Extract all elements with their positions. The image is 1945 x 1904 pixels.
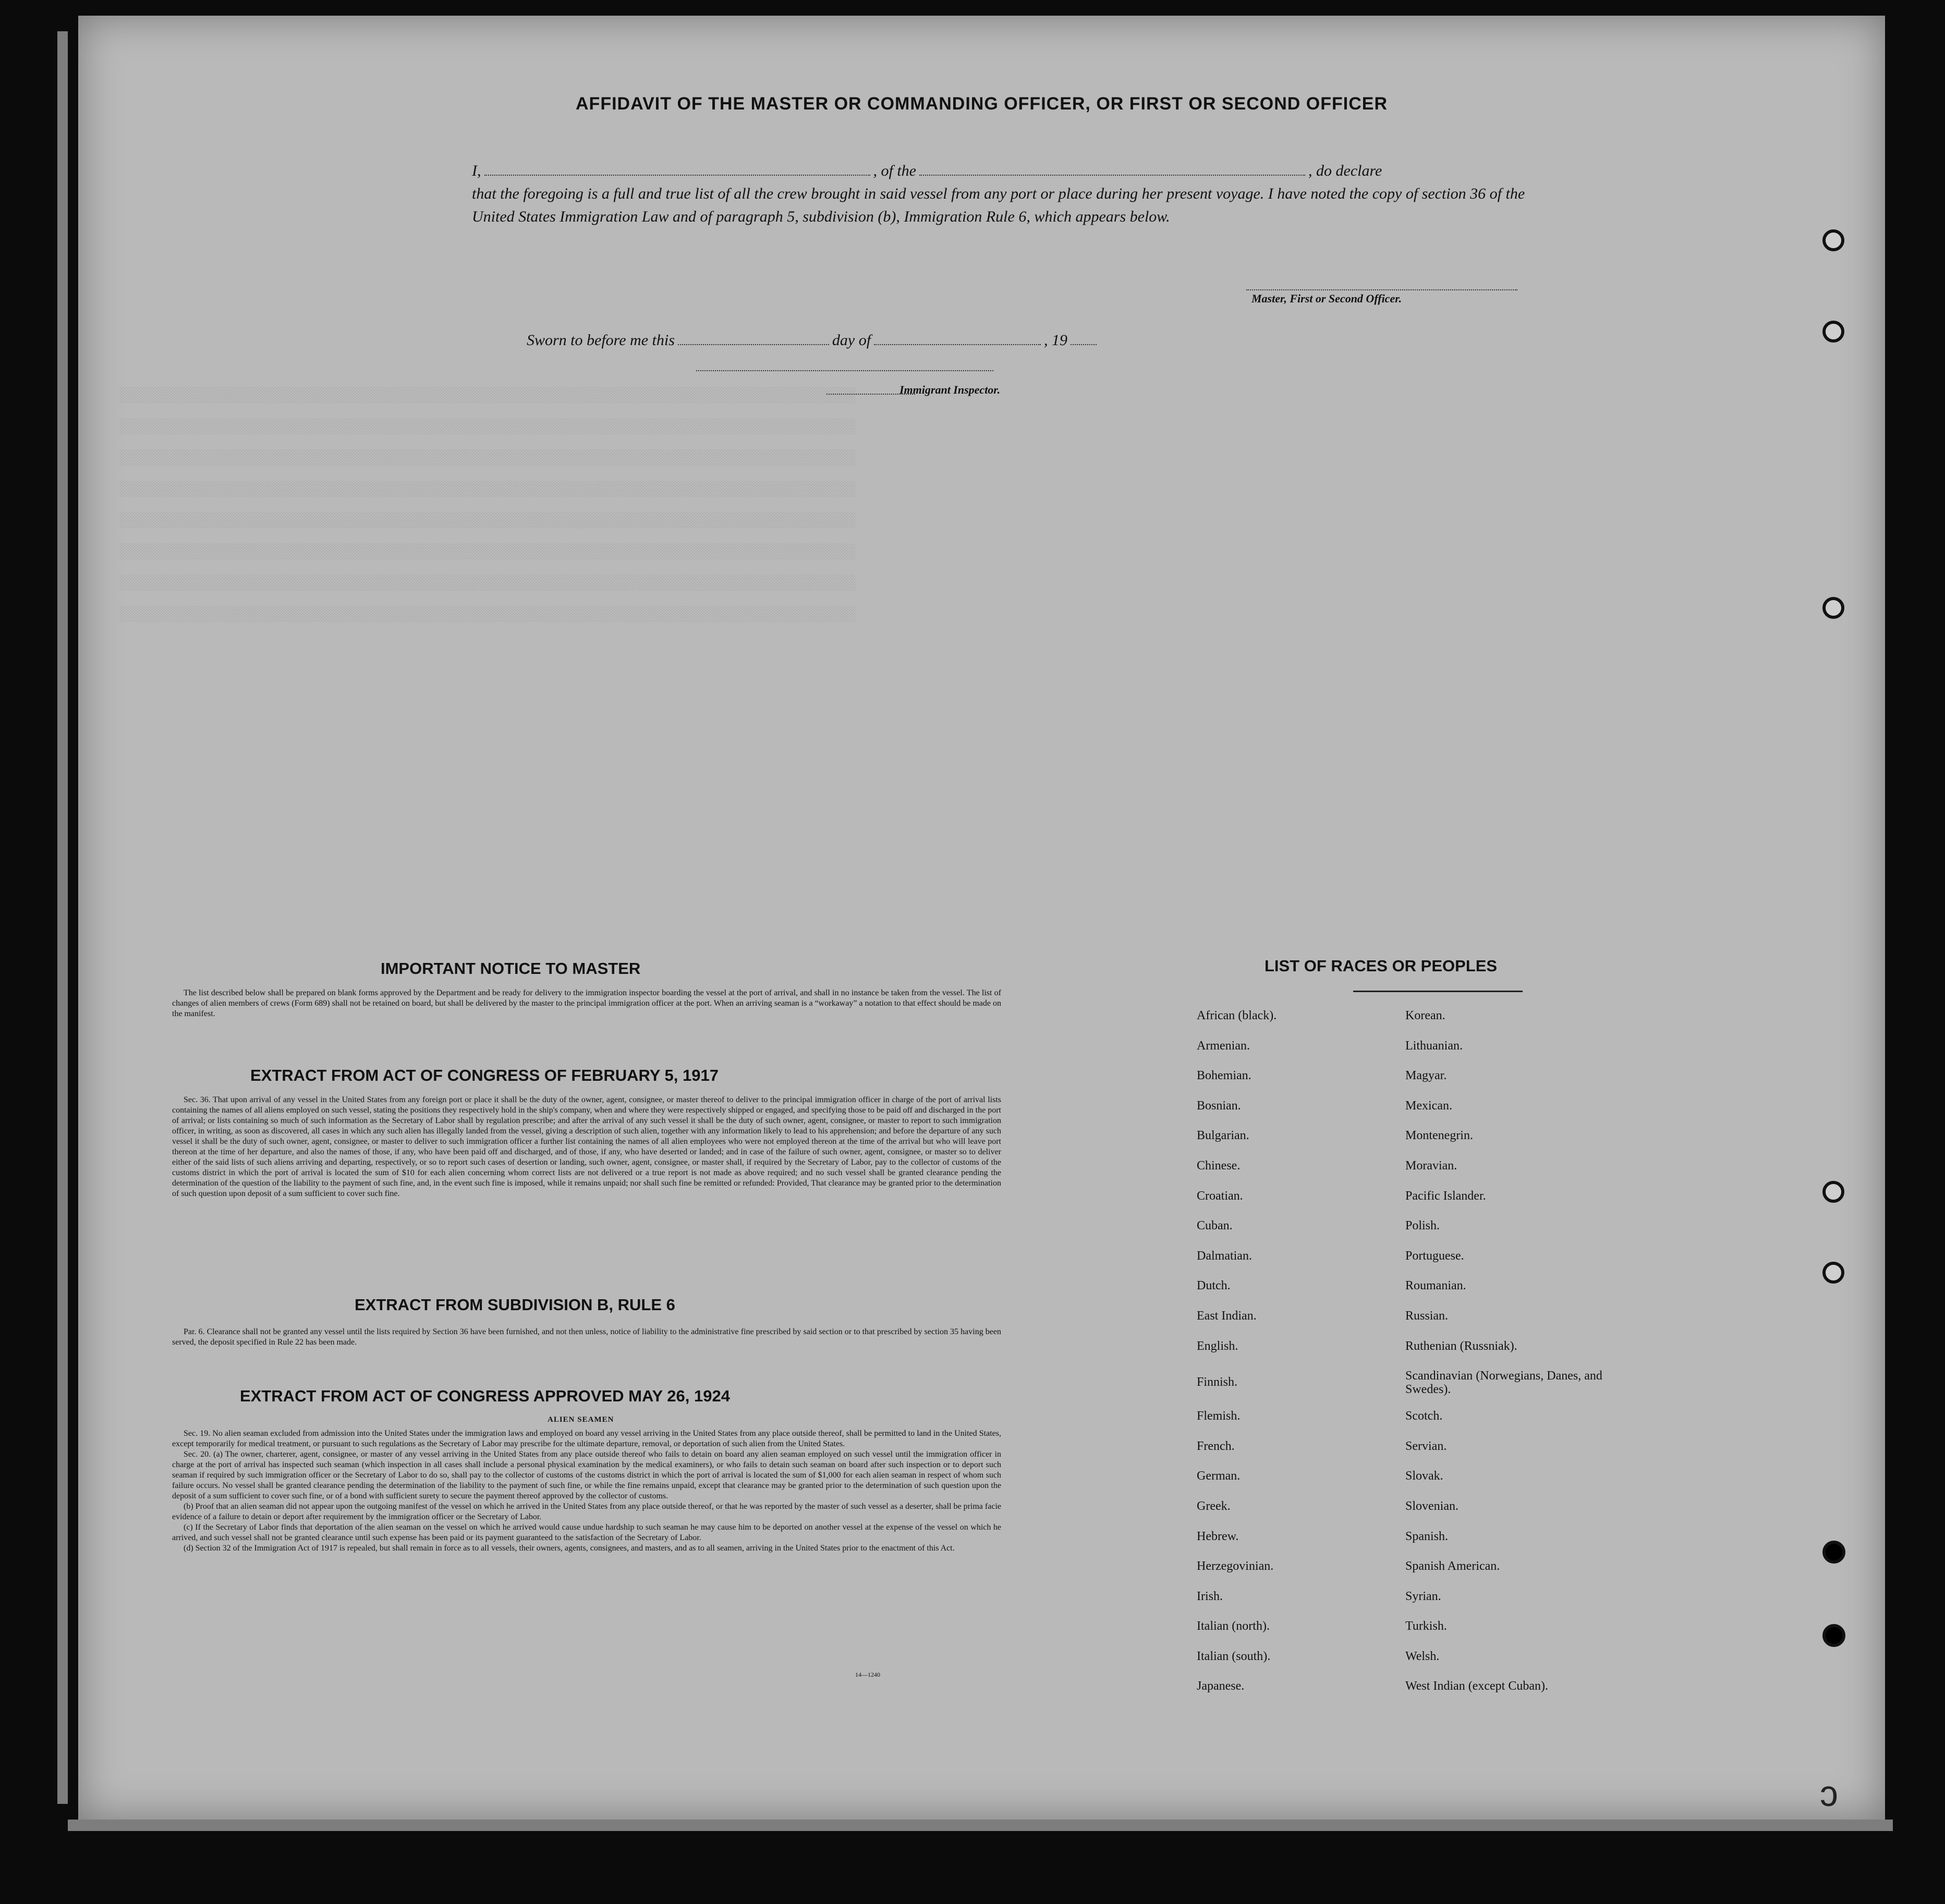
race-item: East Indian. [1197,1309,1257,1323]
extract-rule6-text [172,1327,1001,1348]
race-item: African (black). [1197,1009,1277,1022]
race-item: Dutch. [1197,1279,1231,1293]
race-item: Finnish. [1197,1375,1238,1389]
race-item: Ruthenian (Russniak). [1405,1339,1517,1353]
extract-1924-paragraph: (c) If the Secretary of Labor finds that deportation of the alien seaman on the vessel on which he arrived would cause undue hardship to such seaman he may cause him to be deported on another vessel at the expense of the vessel on which he arrived, and such vessel shall not be granted clearance until such expense has been paid or its payment guaranteed to the satisfaction of the Secretary of Labor. [172,1523,1001,1542]
extract-1924-paragraph: (d) Section 32 of the Immigration Act of 1917 is repealed, but shall remain in force as to all vessels, their owners, agents, consignees, and masters, and as to all seamen, arriving in the United States prior to the enactment of this Act. [184,1544,955,1553]
race-item: Lithuanian. [1405,1039,1463,1053]
extract-rule6-paragraph: Par. 6. Clearance shall not be granted any vessel until the lists required by Section 36 have been furnished, and not then unless, notice of liability to the administrative fine prescribed by said section or to that prescribed by section 35 having been served, the deposit specified in Rule 22 has been made. [172,1327,1001,1347]
vessel-name-field[interactable] [919,159,1305,176]
extract-1924-paragraph: Sec. 19. No alien seaman excluded from admission into the United States under the immigration laws and employed on board any vessel arriving in the United States from any place outside thereof, shall be permitted to land in the United States, except temporarily for medical treatment, or pursuant to such regulations as the Secretary of Labor may prescribe for the ultimate departure, removal, or deportation of such alien from the United States. [172,1429,1001,1448]
race-item: Mexican. [1405,1099,1452,1113]
form-number: 14—1240 [855,1671,880,1678]
race-item: Servian. [1405,1439,1447,1453]
notice-paragraph: The list described below shall be prepared on blank forms approved by the Department and be ready for delivery to the immigration inspector boarding the vessel at the port of arrival, and shall in no instance be taken from the vessel. The list of changes of alien members of crews (Form 689) shall not be retained on board, but shall be delivered by the master to the principal immigration officer at the port. When an arriving seaman is a “workaway” a notation to that effect should be made on the manifest. [172,988,1001,1018]
binder-hole-punched [1822,1541,1845,1564]
extract-1924-title: EXTRACT FROM ACT OF CONGRESS APPROVED MAY 26, 1924 [240,1387,730,1405]
binder-hole [1822,1262,1844,1284]
race-item: Chinese. [1197,1158,1241,1173]
affidavit-of-the-label: , of the [873,162,916,179]
race-item: Irish. [1197,1589,1223,1603]
manifest-page [78,16,1885,1820]
race-item: Pacific Islander. [1405,1189,1486,1203]
race-item: Bohemian. [1197,1069,1251,1083]
extract-1917-text [172,1095,1001,1199]
affidavit-body: that the foregoing is a full and true list of all the crew brought in said vessel from any port or place during her present voyage. I have noted the copy of section 36 of the United States Immigration Law and of paragraph 5, subdivision (b), Immigration Rule 6, which appears below. [472,185,1525,225]
race-item: French. [1197,1439,1235,1453]
sworn-month-field[interactable] [874,328,1041,345]
race-item: Polish. [1405,1219,1440,1233]
alien-seamen-subtitle: ALIEN SEAMEN [548,1415,614,1424]
scan-background-sheet [57,31,68,1804]
affidavit-i-label: I, [472,162,481,179]
race-item: Scandinavian (Norwegians, Danes, and Swedes). [1405,1369,1602,1397]
master-signature-line[interactable] [1246,289,1517,290]
race-item: Welsh. [1405,1649,1440,1663]
race-item: Moravian. [1405,1158,1457,1173]
race-item: Flemish. [1197,1409,1241,1423]
race-item: Armenian. [1197,1039,1250,1053]
race-item: Turkish. [1405,1619,1447,1633]
extract-rule6-title: EXTRACT FROM SUBDIVISION B, RULE 6 [355,1296,675,1314]
notice-text [172,988,1001,1019]
extract-1924-paragraph: Sec. 20. (a) The owner, charterer, agent, consignee, or master of any vessel arriving in the United States from any place outside thereof who fails to detain on board any alien seaman employed on such vessel until the immigration officer in charge at the port of arrival has inspected such seaman (which inspection in all cases shall include a personal physical examination by the medical examiners), or who fails to detain such seaman on board after such inspection or to deport such seaman if required by such immigration officer or the Secretary of Labor to do so, shall pay to the collector of customs of the customs district in which the port of arrival is located the sum of $1,000 for each alien seaman in respect of whom such failure occurs. No vessel shall be granted clearance pending the determination of the liability to the payment of such fine, or while the fine remains unpaid, except that clearance may be granted prior to the determination of such question upon the deposit of a sum sufficient to cover such fine, or of a bond with sufficient surety to secure the payment thereof approved by the collector of customs. [172,1450,1001,1500]
binder-hole [1822,1181,1844,1203]
races-left-column [1197,1009,1384,1710]
races-title: LIST OF RACES OR PEOPLES [1265,957,1498,975]
inspector-signature-line[interactable] [696,370,993,371]
races-title-underline [1353,991,1523,992]
race-item: West Indian (except Cuban). [1405,1679,1548,1693]
race-item: Croatian. [1197,1189,1243,1203]
affidavit-title: AFFIDAVIT OF THE MASTER OR COMMANDING OFFICER, OR FIRST OR SECOND OFFICER [576,94,1388,114]
affidavit-declare-label: , do declare [1308,162,1382,179]
race-item: Scotch. [1405,1409,1443,1423]
affidavit-block [472,159,1567,228]
race-item: Greek. [1197,1499,1231,1513]
extract-1917-title: EXTRACT FROM ACT OF CONGRESS OF FEBRUARY 5, 1917 [250,1066,719,1084]
race-item: Korean. [1405,1009,1445,1022]
extract-1917-paragraph: Sec. 36. That upon arrival of any vessel in the United States from any foreign port or place it shall be the duty of the owner, agent, consignee, or master thereof to deliver to the principal immigration officer in charge of the port of arrival lists containing the names of all aliens employed on such vessel, stating the positions they respectively hold in the ship's company, when and where they were respectively shipped or engaged, and specifying those to be paid off and discharged in the port of arrival; or lists containing so much of such information as the Secretary of Labor shall by regulation prescribe; and after the arrival of any such vessel it shall be the duty of such owner, agent, consignee, or master to report to such immigration officer, in writing, as soon as discovered, all cases in which any such alien has illegally landed from the vessel, giving a description of such alien, together with any information likely to lead to his apprehension; and before the departure of any such vessel it shall be the duty of such owner, agent, consignee, or master to deliver to such immigration officer a further list containing the names of all alien employees who were not employed thereon at the time of the arrival but who will leave port thereon at the time of her departure, and also the names of those, if any, who have been paid off and discharged, and of those, if any, who have deserted or landed; and in case of the failure of such owner, agent, consignee, or master so to deliver either of the said lists of such aliens arriving and departing, respectively, or so to report such cases of desertion or landing, such owner, agent, consignee, or master shall, if required by the Secretary of Labor, pay to the collector of customs of the customs district in which the port of arrival is located the sum of $10 for each alien concerning whom correct lists are not delivered or a true report is not made as above required; and no such vessel shall be granted clearance pending the determination of the question of the liability to the payment of such fine, and, in the event such fine is imposed, while it remains unpaid; nor shall such fine be remitted or refunded: Provided, That clearance may be granted prior to the determination of such question upon deposit of a sum sufficient to cover such fine. [172,1095,1001,1198]
master-name-field[interactable] [484,159,870,176]
inspector-caption: Immigrant Inspector. [899,383,1001,396]
sworn-year-field[interactable] [1071,328,1097,345]
binder-hole [1822,229,1844,251]
race-item: Bulgarian. [1197,1129,1249,1143]
binder-hole [1822,597,1844,619]
race-item: Spanish American. [1405,1559,1500,1573]
master-signature-caption: Master, First or Second Officer. [1251,292,1402,305]
race-item: Magyar. [1405,1069,1447,1083]
race-item: Herzegovinian. [1197,1559,1274,1573]
races-right-column [1405,1009,1624,1710]
binder-hole [1822,321,1844,343]
race-item: English. [1197,1339,1238,1353]
notice-title: IMPORTANT NOTICE TO MASTER [381,959,641,978]
race-item: Montenegrin. [1405,1129,1473,1143]
affidavit-declaration-line [472,159,1567,182]
race-item: Bosnian. [1197,1099,1241,1113]
sworn-day-of-label: day of [832,332,871,349]
race-item: German. [1197,1469,1241,1483]
race-item: Cuban. [1197,1219,1233,1233]
race-item: Slovak. [1405,1469,1443,1483]
race-item: Slovenian. [1405,1499,1458,1513]
race-item: Russian. [1405,1309,1449,1323]
race-item: Japanese. [1197,1679,1245,1693]
sworn-line [527,328,1100,349]
race-item: Italian (north). [1197,1619,1270,1633]
scan-background-sheet-bottom [68,1820,1893,1831]
race-item: Dalmatian. [1197,1249,1252,1263]
sworn-year-label: , 19 [1044,332,1068,349]
extract-1924-text [172,1429,1001,1554]
sworn-day-field[interactable] [678,328,829,345]
binder-hole-punched [1822,1624,1845,1647]
sworn-prefix: Sworn to before me this [527,332,675,349]
race-item: Hebrew. [1197,1529,1239,1543]
bleed-through: ░░░░░░░░░░░░░░░░░░░░░░░░░░░░░░░░░░░░░░░░░░░░░░░░░░░░░░░░░░░░░░░░░░░░░░░░░░░░░░░░░░░░ ░░░░░░░░░░░░░░░░░░░░░░░░░░░░░░░░░░░░░░░░░░░░░░░░░░░░░░░░░░░░░░░░░░░░░░░░░░░░░░░░░░░░ ░░░░░░░░░░░░░░░░░░░░░░░░░░░░░░░░░░░░░░░░░░░░░░░░░░░░░░░░░░░░░░░░░░░░░░░░░░░░░░░░░░░░ ░░░░░░░░░░░░░░░░░░░░░░░░░░░░░░░░░░░░░░░░░░░░░░░░░░░░░░░░░░░░░░░░░░░░░░░░░░░░░░░░░░░░ ░░░░░░░░░░░░░░░░░░░░░░░░░░░░░░░░░░░░░░░░░░░░░░░░░░░░░░░░░░░░░░░░░░░░░░░░░░░░░░░░░░░░ ░░░░░░░░░░░░░░░░░░░░░░░░░░░░░░░░░░░░░░░░░░░░░░░░░░░░░░░░░░░░░░░░░░░░░░░░░░░░░░░░░░░░ ░░░░░░░░░░░░░░░░░░░░░░░░░░░░░░░░░░░░░░░░░░░░░░░░░░░░░░░░░░░░░░░░░░░░░░░░░░░░░░░░░░░░ ░░░░░░░░░░░░░░░░░░░░░░░░░░░░░░░░░░░░░░░░░░░░░░░░░░░░░░░░░░░░░░░░░░░░░░░░░░░░░░░░░░░░ [120,388,856,623]
race-item: Syrian. [1405,1589,1441,1603]
race-item: Roumanian. [1405,1279,1466,1293]
race-item: Italian (south). [1197,1649,1271,1663]
handwritten-page-mark: ↄ [1820,1773,1838,1814]
extract-1924-paragraph: (b) Proof that an alien seaman did not appear upon the outgoing manifest of the vessel on which he arrived in the United States from any place outside thereof, or that he was reported by the master of such vessel as a deserter, shall be prima facie evidence of a failure to detain or deport after requirement by the immigration officer or the Secretary of Labor. [172,1502,1001,1521]
race-item: Portuguese. [1405,1249,1464,1263]
race-item: Spanish. [1405,1529,1449,1543]
